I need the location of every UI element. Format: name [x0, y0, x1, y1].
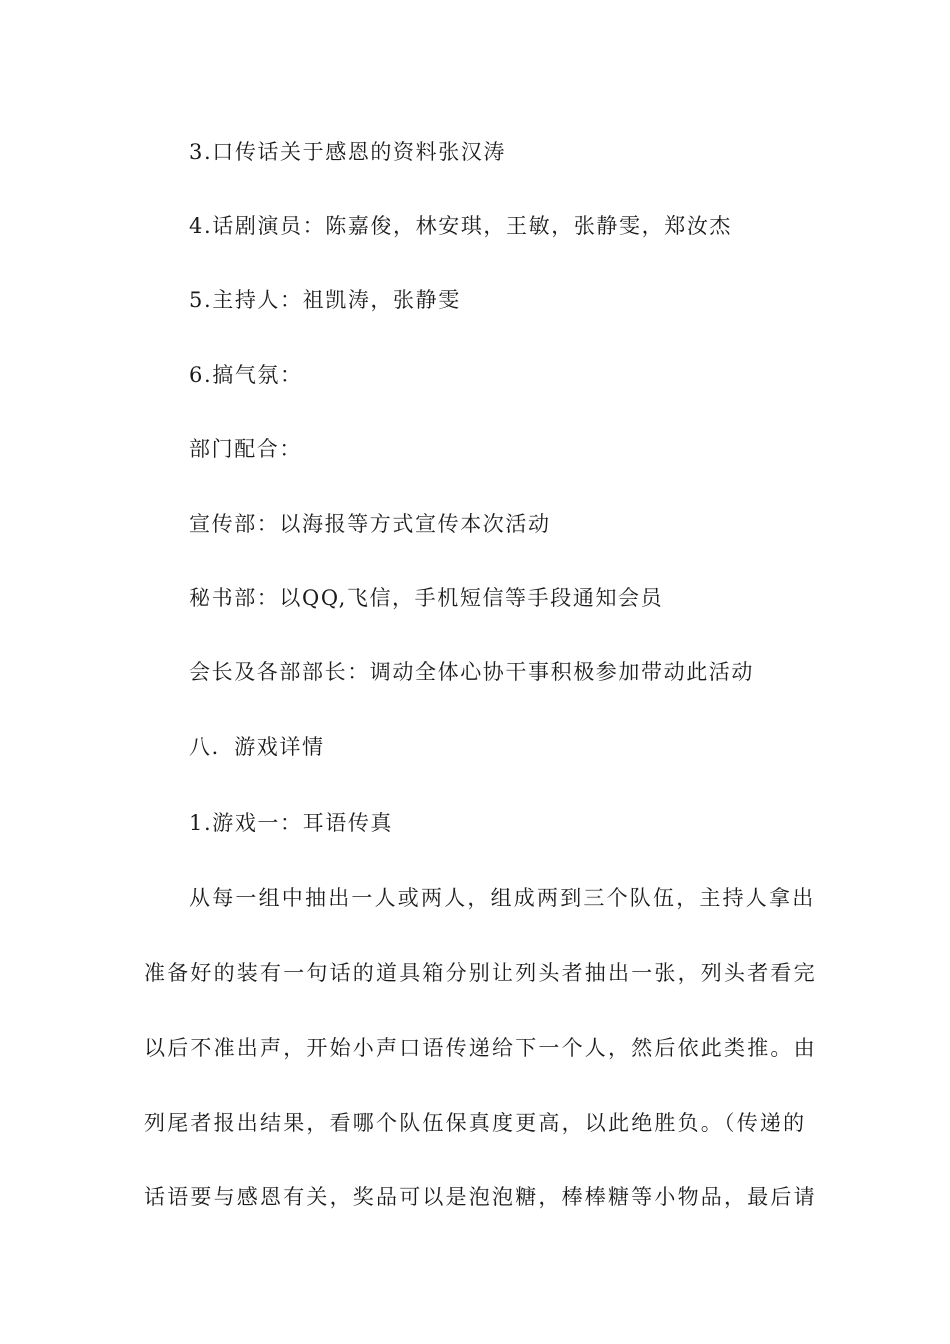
paragraph-line: 以后不准出声，开始小声口语传递给下一个人，然后依此类推。由: [144, 1036, 817, 1060]
item-hosts: 5.主持人：祖凯涛，张静雯: [189, 288, 461, 312]
paragraph-line: 从每一组中抽出一人或两人，组成两到三个队伍，主持人拿出: [189, 886, 816, 910]
item-president-ministers: 会长及各部部长：调动全体心协干事积极参加带动此活动: [189, 660, 754, 684]
item-oral-message: 3.口传话关于感恩的资料张汉涛: [189, 140, 507, 164]
game-one-title: 1.游戏一：耳语传真: [189, 811, 394, 835]
item-publicity-department: 宣传部：以海报等方式宣传本次活动: [189, 512, 551, 536]
paragraph-line: 话语要与感恩有关，奖品可以是泡泡糖，棒棒糖等小物品，最后请: [144, 1185, 817, 1209]
paragraph-line: 列尾者报出结果，看哪个队伍保真度更高，以此绝胜负。（传递的: [144, 1111, 807, 1135]
paragraph-line: 准备好的装有一句话的道具箱分别让列头者抽出一张，列头者看完: [144, 961, 817, 985]
item-atmosphere: 6.搞气氛：: [189, 363, 303, 387]
department-cooperation-heading: 部门配合：: [189, 437, 302, 461]
item-secretariat: 秘书部：以QQ,飞信，手机短信等手段通知会员: [189, 586, 664, 610]
section-heading-game-details: 八．游戏详情: [189, 735, 325, 759]
item-drama-actors: 4.话剧演员：陈嘉俊，林安琪，王敏，张静雯，郑汝杰: [189, 214, 733, 238]
